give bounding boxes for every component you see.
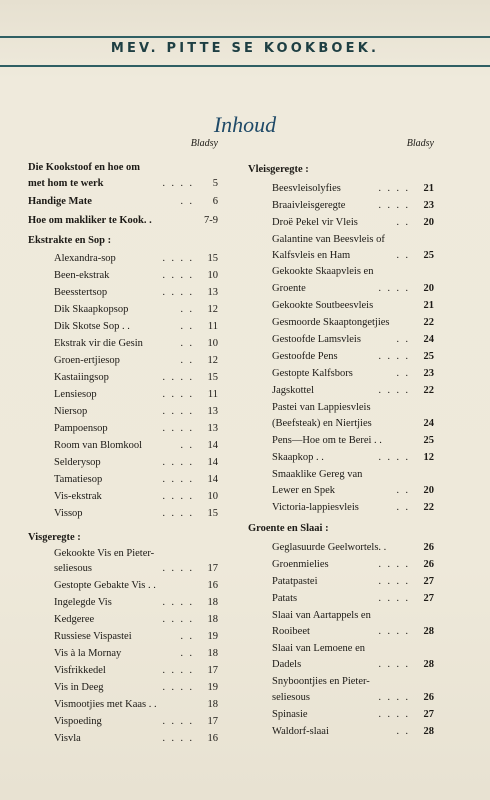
recipe-entry [272,690,434,705]
entry-title: Room van Blomkool [54,440,143,451]
entry-title: Waldorf-slaai [272,726,329,737]
dot-leader: . . [396,485,410,496]
entry-title: Vis-ekstrak [54,491,102,502]
page-number: 19 [207,682,218,693]
recipe-entry [272,674,434,689]
header-rule-bottom [0,65,490,67]
page-column-label: Bladsy [190,138,218,149]
recipe-entry [54,646,218,661]
dot-leader: . . . . [162,178,194,189]
page-number: 19 [207,631,218,642]
recipe-entry [272,433,434,448]
entry-title: Groente en Slaai : [248,523,329,534]
page-number: 28 [423,726,434,737]
recipe-entry [272,232,434,247]
recipe-entry [272,298,434,313]
entry-title: Gestoofde Lamsvleis [272,334,361,345]
recipe-entry [272,624,434,639]
page-number: 25 [423,351,434,362]
dot-leader: . . . . [162,270,194,281]
page-number: 22 [423,385,434,396]
page-number: 16 [207,733,218,744]
entry-title: Been-ekstrak [54,270,110,281]
header-rule-top [0,36,490,38]
recipe-entry [272,483,434,498]
entry-title: (Beefsteak) en Niertjies [272,418,372,429]
entry-title: Gekookte Vis en Pieter- [54,548,155,559]
recipe-entry [54,489,218,504]
entry-title: Gekookte Skaapvleis en [272,266,374,277]
recipe-entry [272,641,434,656]
entry-title: Alexandra-sop [54,253,116,264]
dot-leader: . . . . [378,709,410,720]
entry-title: Gestopte Gebakte Vis . . [54,580,156,591]
section-entry [28,213,218,228]
dot-leader: . . . . [378,200,410,211]
page-number: 27 [423,709,434,720]
dot-leader: . . [180,631,194,642]
entry-title: Galantine van Beesvleis of [272,234,385,245]
section-entry [248,162,434,177]
page-number: 26 [423,542,434,553]
dot-leader: . . . . [162,253,194,264]
recipe-entry [54,697,218,712]
dot-leader: . . . . [162,491,194,502]
recipe-entry [54,404,218,419]
page-number: 12 [423,452,434,463]
entry-title: Dik Skotse Sop . . [54,321,130,332]
dot-leader: . . [180,338,194,349]
recipe-entry [272,724,434,739]
entry-title: Beesstertsop [54,287,108,298]
page-number: 21 [423,300,434,311]
entry-title: Victoria-lappiesvleis [272,502,359,513]
page-number: 13 [207,406,218,417]
page-number: 28 [423,626,434,637]
page-number: 17 [207,665,218,676]
dot-leader: . . . . [162,287,194,298]
recipe-entry [272,450,434,465]
dot-leader: . . . . [162,597,194,608]
entry-title: Ingelegde Vis [54,597,112,608]
entry-title: Lewer en Spek [272,485,335,496]
recipe-entry [54,595,218,610]
page-number: 13 [207,287,218,298]
entry-title: Pampoensop [54,423,108,434]
dot-leader: . . . . [378,559,410,570]
recipe-entry [272,500,434,515]
recipe-entry [272,264,434,279]
recipe-entry [54,680,218,695]
recipe-entry [54,663,218,678]
entry-title: Kastaiingsop [54,372,109,383]
entry-title: Russiese Vispastei [54,631,132,642]
recipe-entry [54,268,218,283]
page-number: 12 [207,355,218,366]
entry-title: Jagskottel [272,385,314,396]
entry-title: Gestoofde Pens [272,351,338,362]
recipe-entry [272,366,434,381]
section-entry [28,194,218,209]
dot-leader: . . . . [378,692,410,703]
recipe-entry [54,612,218,627]
page-number: 28 [423,659,434,670]
page-number: 11 [207,389,218,400]
entry-title: Slaai van Aartappels en [272,610,371,621]
section-entry [28,233,218,248]
dot-leader: . . . . [162,423,194,434]
dot-leader: . . [180,648,194,659]
page-number: 26 [423,559,434,570]
dot-leader: . . [180,196,194,207]
entry-title: Gekookte Soutbeesvleis [272,300,374,311]
entry-title: Visgeregte : [28,532,81,543]
section-entry [28,176,218,191]
recipe-entry [54,438,218,453]
dot-leader: . . . . [162,716,194,727]
entry-title: Groen-ertjiesop [54,355,120,366]
dot-leader: . . . . [378,593,410,604]
page-number: 15 [207,253,218,264]
page-number: 12 [207,304,218,315]
dot-leader: . . [396,502,410,513]
page-number: 27 [423,576,434,587]
entry-title: Gestopte Kalfsbors [272,368,353,379]
page-number: 13 [207,423,218,434]
entry-title: Vis in Deeg [54,682,104,693]
entry-title: Visfrikkedel [54,665,106,676]
recipe-entry [272,540,434,555]
dot-leader: . . [180,304,194,315]
dot-leader: . . . . [162,614,194,625]
recipe-entry [54,629,218,644]
entry-title: Tamatiesop [54,474,103,485]
page-number: 10 [207,270,218,281]
recipe-entry [272,315,434,330]
entry-title: Dik Skaapkopsop [54,304,129,315]
recipe-entry [54,353,218,368]
dot-leader: . . [396,726,410,737]
entry-title: Smaaklike Gereg van [272,469,363,480]
entry-title: Ekstrak vir die Gesin [54,338,143,349]
section-entry [248,521,434,536]
dot-leader: . . . . [378,659,410,670]
entry-title: seliesous [54,563,92,574]
recipe-entry [272,416,434,431]
page-number: 6 [212,196,218,207]
page-number: 11 [207,321,218,332]
dot-leader: . . . . [378,626,410,637]
entry-title: Vismootjies met Kaas . . [54,699,157,710]
entry-title: Rooibeet [272,626,310,637]
entry-title: met hom te werk [28,178,104,189]
recipe-entry [54,455,218,470]
recipe-entry [272,707,434,722]
page-number: 18 [207,597,218,608]
contents-heading: Inhoud [213,112,277,137]
page-number: 20 [423,283,434,294]
entry-title: Groenmielies [272,559,329,570]
recipe-entry [54,370,218,385]
recipe-entry [272,657,434,672]
entry-title: seliesous [272,692,310,703]
page-number: 15 [207,372,218,383]
entry-title: Patats [272,593,298,604]
dot-leader: . . . . [162,474,194,485]
entry-title: Droë Pekel vir Vleis [272,217,358,228]
recipe-entry [272,349,434,364]
page-number: 18 [207,648,218,659]
entry-title: Die Kookstoof en hoe om [28,162,140,173]
recipe-entry [272,215,434,230]
dot-leader: . . [396,250,410,261]
page-number: 14 [207,474,218,485]
dot-leader: . . . . [162,372,194,383]
dot-leader: . . . . [162,733,194,744]
entry-title: Slaai van Lemoene en [272,643,366,654]
recipe-entry [54,578,218,593]
page-number: 15 [207,508,218,519]
section-entry [28,160,218,175]
recipe-entry [272,332,434,347]
recipe-entry [54,731,218,746]
page-number: 27 [423,593,434,604]
page-number: 22 [423,502,434,513]
dot-leader: . . . . [378,351,410,362]
dot-leader: . . . . [162,457,194,468]
entry-title: Hoe om makliker te Kook. . [28,215,152,226]
entry-title: Kalfsvleis en Ham [272,250,351,261]
entry-title: Geglasuurde Geelwortels. . [272,542,387,553]
entry-title: Vis à la Mornay [54,648,122,659]
recipe-entry [54,472,218,487]
dot-leader: . . . . [162,406,194,417]
page-number: 5 [212,178,218,189]
dot-leader: . . [396,334,410,345]
entry-title: Pastei van Lappiesvleis [272,402,371,413]
recipe-entry [54,319,218,334]
recipe-entry [54,546,218,561]
dot-leader: . . . . [162,389,194,400]
recipe-entry [54,285,218,300]
entry-title: Ekstrakte en Sop : [28,235,112,246]
entry-title: Visvla [54,733,81,744]
entry-title: Handige Mate [28,196,92,207]
recipe-entry [272,248,434,263]
entry-title: Vispoeding [54,716,102,727]
recipe-entry [272,281,434,296]
recipe-entry [54,561,218,576]
dot-leader: . . [180,440,194,451]
page-number: 23 [423,368,434,379]
page-number: 18 [207,699,218,710]
dot-leader: . . . . [378,183,410,194]
page-number: 24 [423,418,434,429]
page-number: 17 [207,563,218,574]
entry-title: Spinasie [272,709,308,720]
running-header [0,22,490,72]
recipe-entry [54,506,218,521]
entry-title: Lensiesop [54,389,97,400]
dot-leader: . . [180,321,194,332]
entry-title: Selderysop [54,457,101,468]
entry-title: Dadels [272,659,302,670]
entry-title: Vleisgeregte : [248,164,309,175]
recipe-entry [272,400,434,415]
page-number: 20 [423,485,434,496]
header-title: MEV. PITTE SE KOOKBOEK. [110,41,380,56]
entry-title: Skaapkop . . [272,452,324,463]
page-number: 16 [207,580,218,591]
page-number: 22 [423,317,434,328]
dot-leader: . . . . [162,665,194,676]
recipe-entry [54,421,218,436]
page-number: 17 [207,716,218,727]
recipe-entry [272,574,434,589]
entry-title: Braaivleisgeregte [272,200,346,211]
page-number: 10 [207,338,218,349]
entry-title: Patatpastei [272,576,318,587]
page-number: 14 [207,440,218,451]
page-number: 18 [207,614,218,625]
page-number: 26 [423,692,434,703]
dot-leader: . . . . [378,576,410,587]
section-entry [28,530,218,545]
dot-leader: . . . . [162,682,194,693]
dot-leader: . . . . [378,283,410,294]
recipe-entry [54,251,218,266]
dot-leader: . . . . [162,508,194,519]
recipe-entry [54,302,218,317]
entry-title: Vissop [54,508,83,519]
dot-leader: . . . . [378,452,410,463]
entry-title: Niersop [54,406,88,417]
dot-leader: . . . . [378,385,410,396]
recipe-entry [54,336,218,351]
entry-title: Beesvleisolyfies [272,183,341,194]
recipe-entry [272,591,434,606]
recipe-entry [272,608,434,623]
page-number: 25 [423,250,434,261]
page-number: 7-9 [204,215,218,226]
page-number: 24 [423,334,434,345]
entry-title: Groente [272,283,306,294]
dot-leader: . . [180,355,194,366]
recipe-entry [272,557,434,572]
page-column-label: Bladsy [406,138,434,149]
page-number: 21 [423,183,434,194]
dot-leader: . . . . [162,563,194,574]
recipe-entry [54,387,218,402]
page-number: 25 [423,435,434,446]
recipe-entry [272,383,434,398]
recipe-entry [272,467,434,482]
recipe-entry [272,198,434,213]
recipe-entry [272,181,434,196]
entry-title: Kedgeree [54,614,95,625]
page-number: 10 [207,491,218,502]
entry-title: Gesmoorde Skaaptongetjies [272,317,390,328]
entry-title: Snyboontjies en Pieter- [272,676,370,687]
dot-leader: . . [396,368,410,379]
page-number: 23 [423,200,434,211]
entry-title: Pens—Hoe om te Berei . . [272,435,382,446]
dot-leader: . . [396,217,410,228]
page-number: 14 [207,457,218,468]
recipe-entry [54,714,218,729]
page-number: 20 [423,217,434,228]
